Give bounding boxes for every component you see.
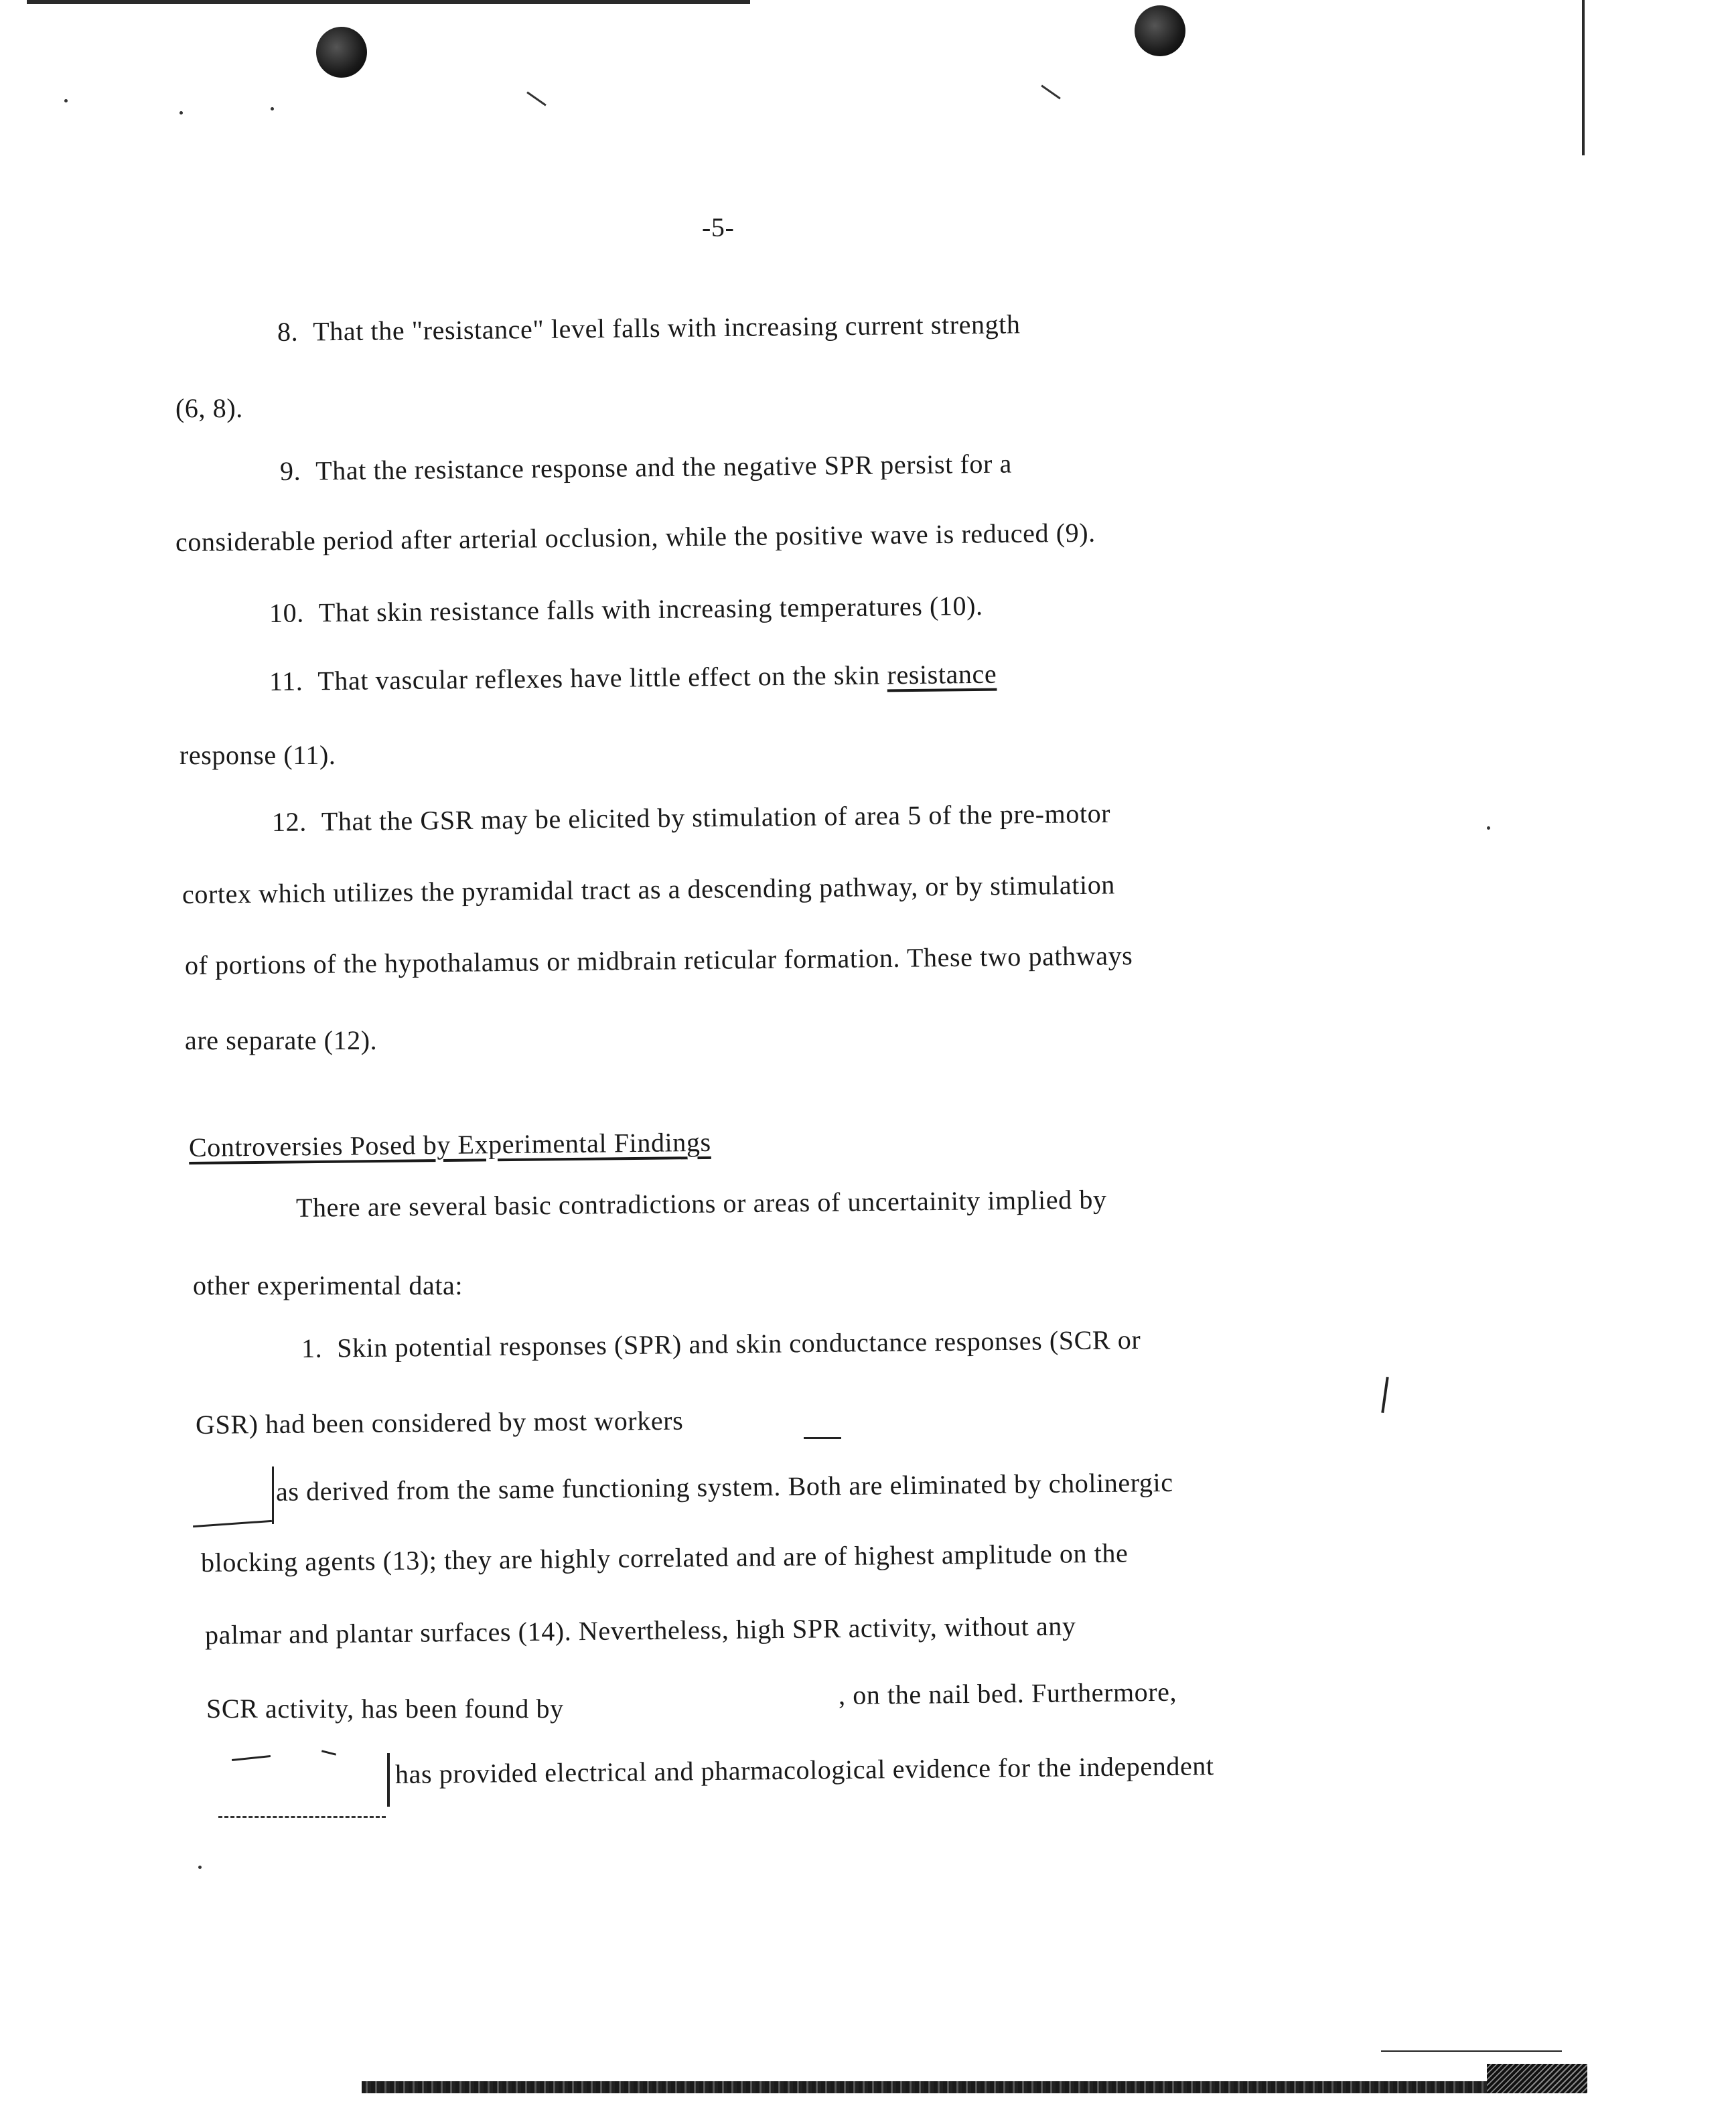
finding-text: That the resistance response and the negative SPR persist for a (315, 448, 1013, 486)
item-line: palmar and plantar surfaces (14). Nevertheless, high SPR activity, without any (204, 1610, 1076, 1650)
finding-12-continuation: are separate (12). (185, 1025, 378, 1055)
section-heading: Controversies Posed by Experimental Findings (188, 1126, 711, 1162)
scan-speck (179, 111, 183, 115)
finding-text: That the GSR may be elicited by stimulation of area 5 of the pre-motor (321, 798, 1111, 837)
redaction-bracket (255, 1467, 274, 1524)
finding-8 (277, 308, 1021, 348)
finding-text: That vascular reflexes have little effect on the skin (317, 660, 881, 696)
finding-number: 11. (269, 666, 303, 696)
finding-number: 8. (277, 316, 299, 347)
scan-speck (1487, 826, 1490, 830)
finding-text: That the "resistance" level falls with increasing current strength (312, 309, 1021, 347)
scan-edge-bottom (362, 2081, 1587, 2093)
scan-edge-right (1582, 0, 1585, 155)
finding-text: That skin resistance falls with increasing temperatures (10). (318, 590, 983, 628)
scan-speck (64, 99, 68, 102)
item-text: Skin potential responses (SPR) and skin conductance responses (SCR or (336, 1324, 1141, 1363)
scan-mark (1381, 2050, 1562, 2052)
scan-mark (1381, 1377, 1388, 1413)
finding-12-continuation: of portions of the hypothalamus or midbrain reticular formation. These two pathways (184, 940, 1133, 980)
finding-9 (280, 448, 1012, 487)
item-line: has provided electrical and pharmacological evidence for the independent (394, 1750, 1214, 1789)
scan-speck (271, 107, 274, 110)
redaction-mark (804, 1437, 841, 1439)
scan-edge-bottom-corner (1487, 2064, 1587, 2093)
finding-12 (272, 798, 1111, 838)
punch-hole-right-icon (1135, 5, 1185, 56)
section-intro-line: other experimental data: (193, 1270, 463, 1300)
redaction-mark (321, 1750, 336, 1755)
item-line: , on the nail bed. Furthermore, (838, 1676, 1177, 1710)
item-number: 1. (301, 1333, 323, 1363)
finding-11 (269, 658, 997, 698)
item-line: as derived from the same functioning system. Both are eliminated by cholinergic (275, 1467, 1173, 1507)
finding-number: 9. (279, 455, 301, 486)
finding-number: 12. (271, 806, 307, 837)
underlined-word: resistance (887, 658, 997, 690)
finding-number: 10. (269, 597, 305, 628)
finding-9-continuation: considerable period after arterial occlusion, while the positive wave is reduced (9). (175, 517, 1096, 557)
item-line: blocking agents (13); they are highly correlated and are of highest amplitude on the (200, 1537, 1129, 1578)
controversy-item-1 (301, 1324, 1141, 1365)
page-number: -5- (702, 212, 735, 242)
scan-mark (1041, 85, 1061, 100)
section-intro-line: There are several basic contradictions or areas of uncertainity implied by (295, 1184, 1107, 1223)
scan-mark (526, 92, 547, 106)
finding-12-continuation: cortex which utilizes the pyramidal tract as a descending pathway, or by stimulation (182, 869, 1116, 909)
finding-8-continuation: (6, 8). (175, 393, 243, 423)
scan-speck (198, 1866, 202, 1869)
item-line: SCR activity, has been found by (206, 1694, 564, 1724)
finding-11-continuation: response (11). (179, 740, 336, 770)
punch-hole-left-icon (316, 27, 367, 78)
item-line: GSR) had been considered by most workers (195, 1405, 684, 1440)
redaction-mark (232, 1755, 271, 1761)
scan-edge-top (27, 0, 750, 4)
redaction-bracket (367, 1753, 390, 1807)
finding-10 (269, 590, 983, 629)
redaction-line (218, 1816, 386, 1820)
